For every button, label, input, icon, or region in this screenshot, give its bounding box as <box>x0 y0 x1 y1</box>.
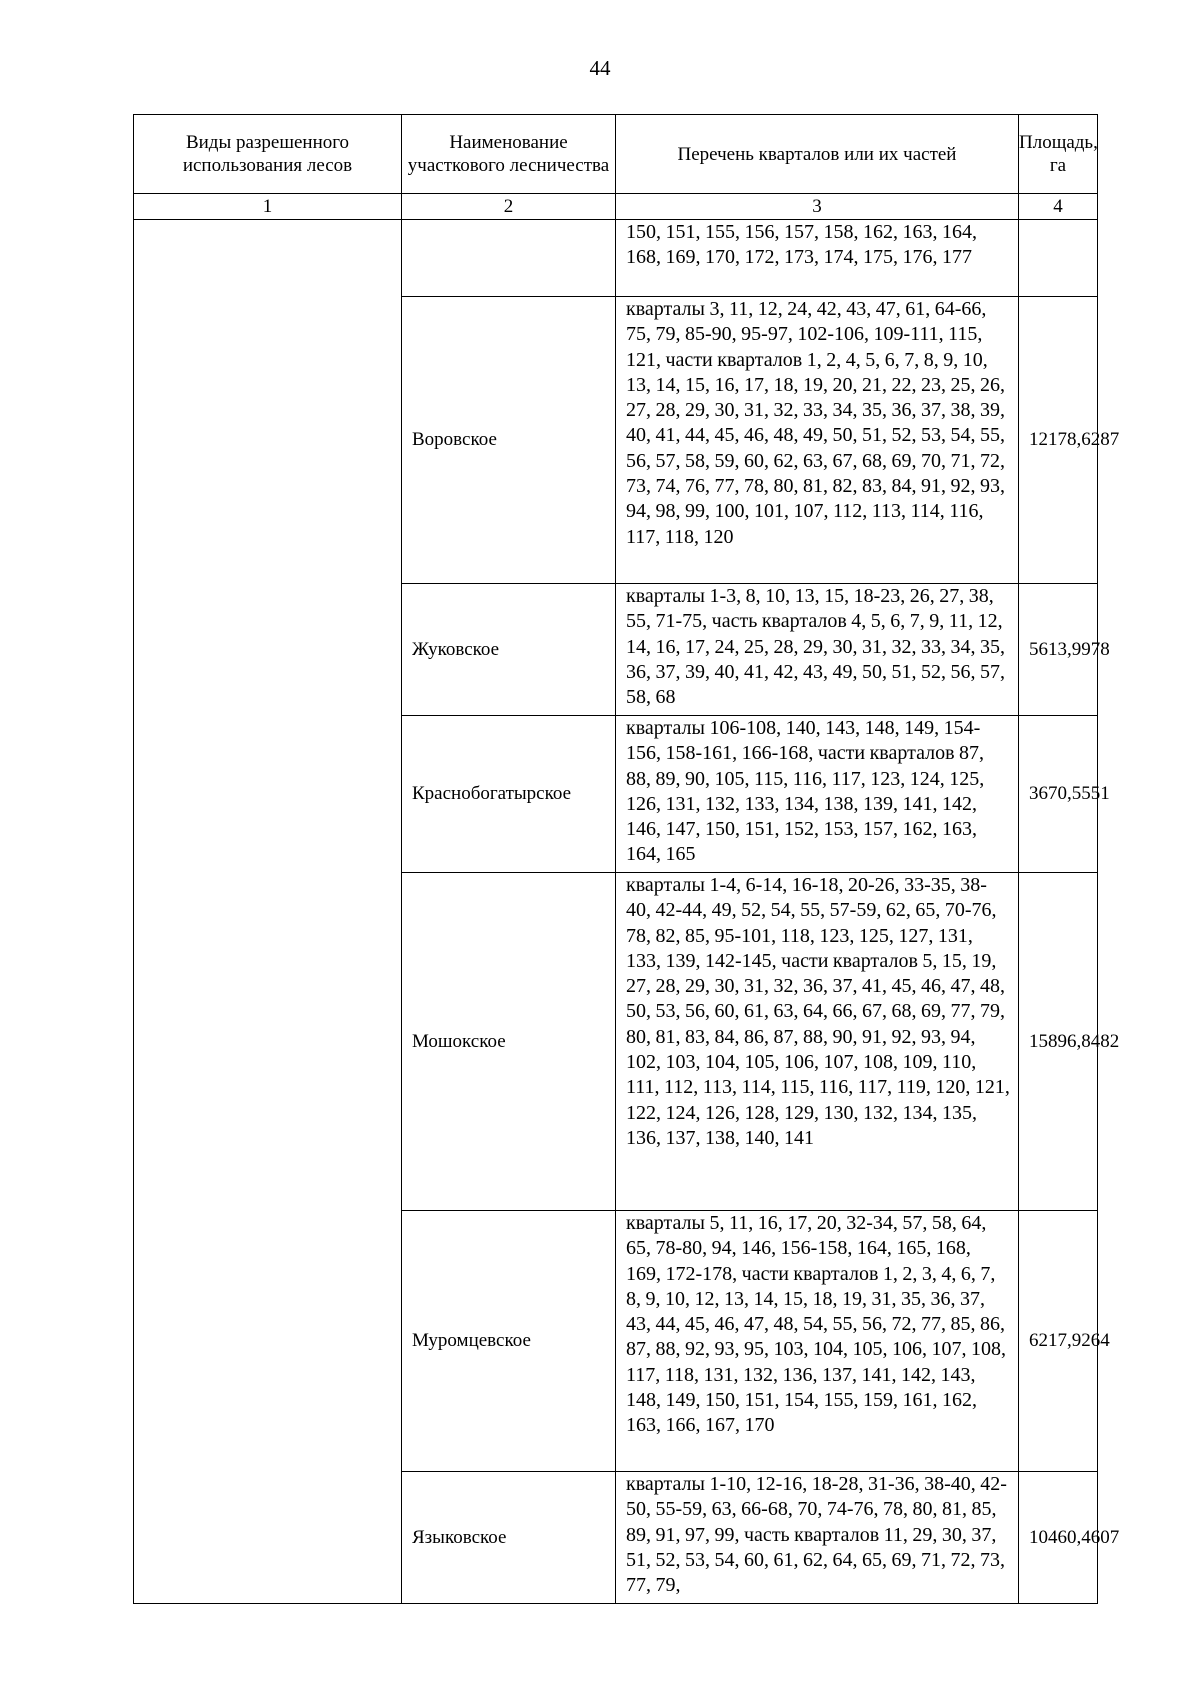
area-value: 5613,9978 <box>1019 584 1098 716</box>
usage-type-cell <box>134 220 402 1604</box>
table-header-row <box>134 115 1098 194</box>
district-name: Краснобогатырское <box>402 716 616 873</box>
area-value: 6217,9264 <box>1019 1211 1098 1472</box>
quarters-list: кварталы 5, 11, 16, 17, 20, 32-34, 57, 58, 64, 65, 78-80, 94, 146, 156-158, 164, 165, 168, 169, 172-178, части кварталов 1, 2, 3, 4, 6, 7, 8, 9, 10, 12, 13, 14, 15, 18, 19, 31, 35, 36, 37, 43, 44, 45, 46, 47, 48, 54, 55, 56, 72, 77, 85, 86, 87, 88, 92, 93, 95, 103, 104, 105, 106, 107, 108, 117, 118, 131, 132, 136, 137, 141, 142, 143, 148, 149, 150, 151, 154, 155, 159, 161, 162, 163, 166, 167, 170 <box>616 1211 1019 1472</box>
quarters-list: кварталы 106-108, 140, 143, 148, 149, 154-156, 158-161, 166-168, части кварталов 87, 88, 89, 90, 105, 115, 116, 117, 123, 124, 125, 126, 131, 132, 133, 134, 138, 139, 141, 142, 146, 147, 150, 151, 152, 153, 157, 162, 163, 164, 165 <box>616 716 1019 873</box>
area-value: 15896,8482 <box>1019 873 1098 1211</box>
forest-quarters-table <box>133 114 1120 1604</box>
quarters-list: 150, 151, 155, 156, 157, 158, 162, 163, 164, 168, 169, 170, 172, 173, 174, 175, 176, 177 <box>616 220 1019 297</box>
quarters-list: кварталы 1-4, 6-14, 16-18, 20-26, 33-35, 38-40, 42-44, 49, 52, 54, 55, 57-59, 62, 65, 70-76, 78, 82, 85, 95-101, 118, 123, 125, 127, 131, 133, 139, 142-145, части кварталов 5, 15, 19, 27, 28, 29, 30, 31, 32, 36, 37, 41, 45, 46, 47, 48, 50, 53, 56, 60, 61, 63, 64, 66, 67, 68, 69, 77, 79, 80, 81, 83, 84, 86, 87, 88, 90, 91, 92, 93, 94, 102, 103, 104, 105, 106, 107, 108, 109, 110, 111, 112, 113, 114, 115, 116, 117, 119, 120, 121, 122, 124, 126, 128, 129, 130, 132, 134, 135, 136, 137, 138, 140, 141 <box>616 873 1019 1211</box>
column-number: 3 <box>616 194 1019 220</box>
column-number-row <box>134 194 1098 220</box>
district-name: Воровское <box>402 297 616 584</box>
table-row <box>134 220 1098 297</box>
column-number: 1 <box>134 194 402 220</box>
district-name: Жуковское <box>402 584 616 716</box>
page-number: 44 <box>589 56 611 80</box>
area-value <box>1019 220 1098 297</box>
area-value: 12178,6287 <box>1019 297 1098 584</box>
quarters-list: кварталы 3, 11, 12, 24, 42, 43, 47, 61, 64-66, 75, 79, 85-90, 95-97, 102-106, 109-111, 115, 121, части кварталов 1, 2, 4, 5, 6, 7, 8, 9, 10, 13, 14, 15, 16, 17, 18, 19, 20, 21, 22, 23, 25, 26, 27, 28, 29, 30, 31, 32, 33, 34, 35, 36, 37, 38, 39, 40, 41, 44, 45, 46, 48, 49, 50, 51, 52, 53, 54, 55, 56, 57, 58, 59, 60, 62, 63, 67, 68, 69, 70, 71, 72, 73, 74, 76, 77, 78, 80, 81, 82, 83, 84, 91, 92, 93, 94, 98, 99, 100, 101, 107, 112, 113, 114, 116, 117, 118, 120 <box>616 297 1019 584</box>
header-area: Площадь, га <box>1019 115 1098 194</box>
district-name: Муромцевское <box>402 1211 616 1472</box>
area-value: 10460,4607 <box>1019 1472 1098 1604</box>
area-value: 3670,5551 <box>1019 716 1098 873</box>
header-quarters-list: Перечень кварталов или их частей <box>616 115 1019 194</box>
column-number: 4 <box>1019 194 1098 220</box>
district-name: Языковское <box>402 1472 616 1604</box>
header-district-name: Наименование участкового лесничества <box>402 115 616 194</box>
quarters-list: кварталы 1-10, 12-16, 18-28, 31-36, 38-40, 42-50, 55-59, 63, 66-68, 70, 74-76, 78, 80, 81, 85, 89, 91, 97, 99, часть кварталов 11, 29, 30, 37, 51, 52, 53, 54, 60, 61, 62, 64, 65, 69, 71, 72, 73, 77, 79, <box>616 1472 1019 1604</box>
column-number: 2 <box>402 194 616 220</box>
district-name <box>402 220 616 297</box>
header-usage-types: Виды разрешенного использования лесов <box>134 115 402 194</box>
district-name: Мошокское <box>402 873 616 1211</box>
quarters-list: кварталы 1-3, 8, 10, 13, 15, 18-23, 26, 27, 38, 55, 71-75, часть кварталов 4, 5, 6, 7, 9, 11, 12, 14, 16, 17, 24, 25, 28, 29, 30, 31, 32, 33, 34, 35, 36, 37, 39, 40, 41, 42, 43, 49, 50, 51, 52, 56, 57, 58, 68 <box>616 584 1019 716</box>
